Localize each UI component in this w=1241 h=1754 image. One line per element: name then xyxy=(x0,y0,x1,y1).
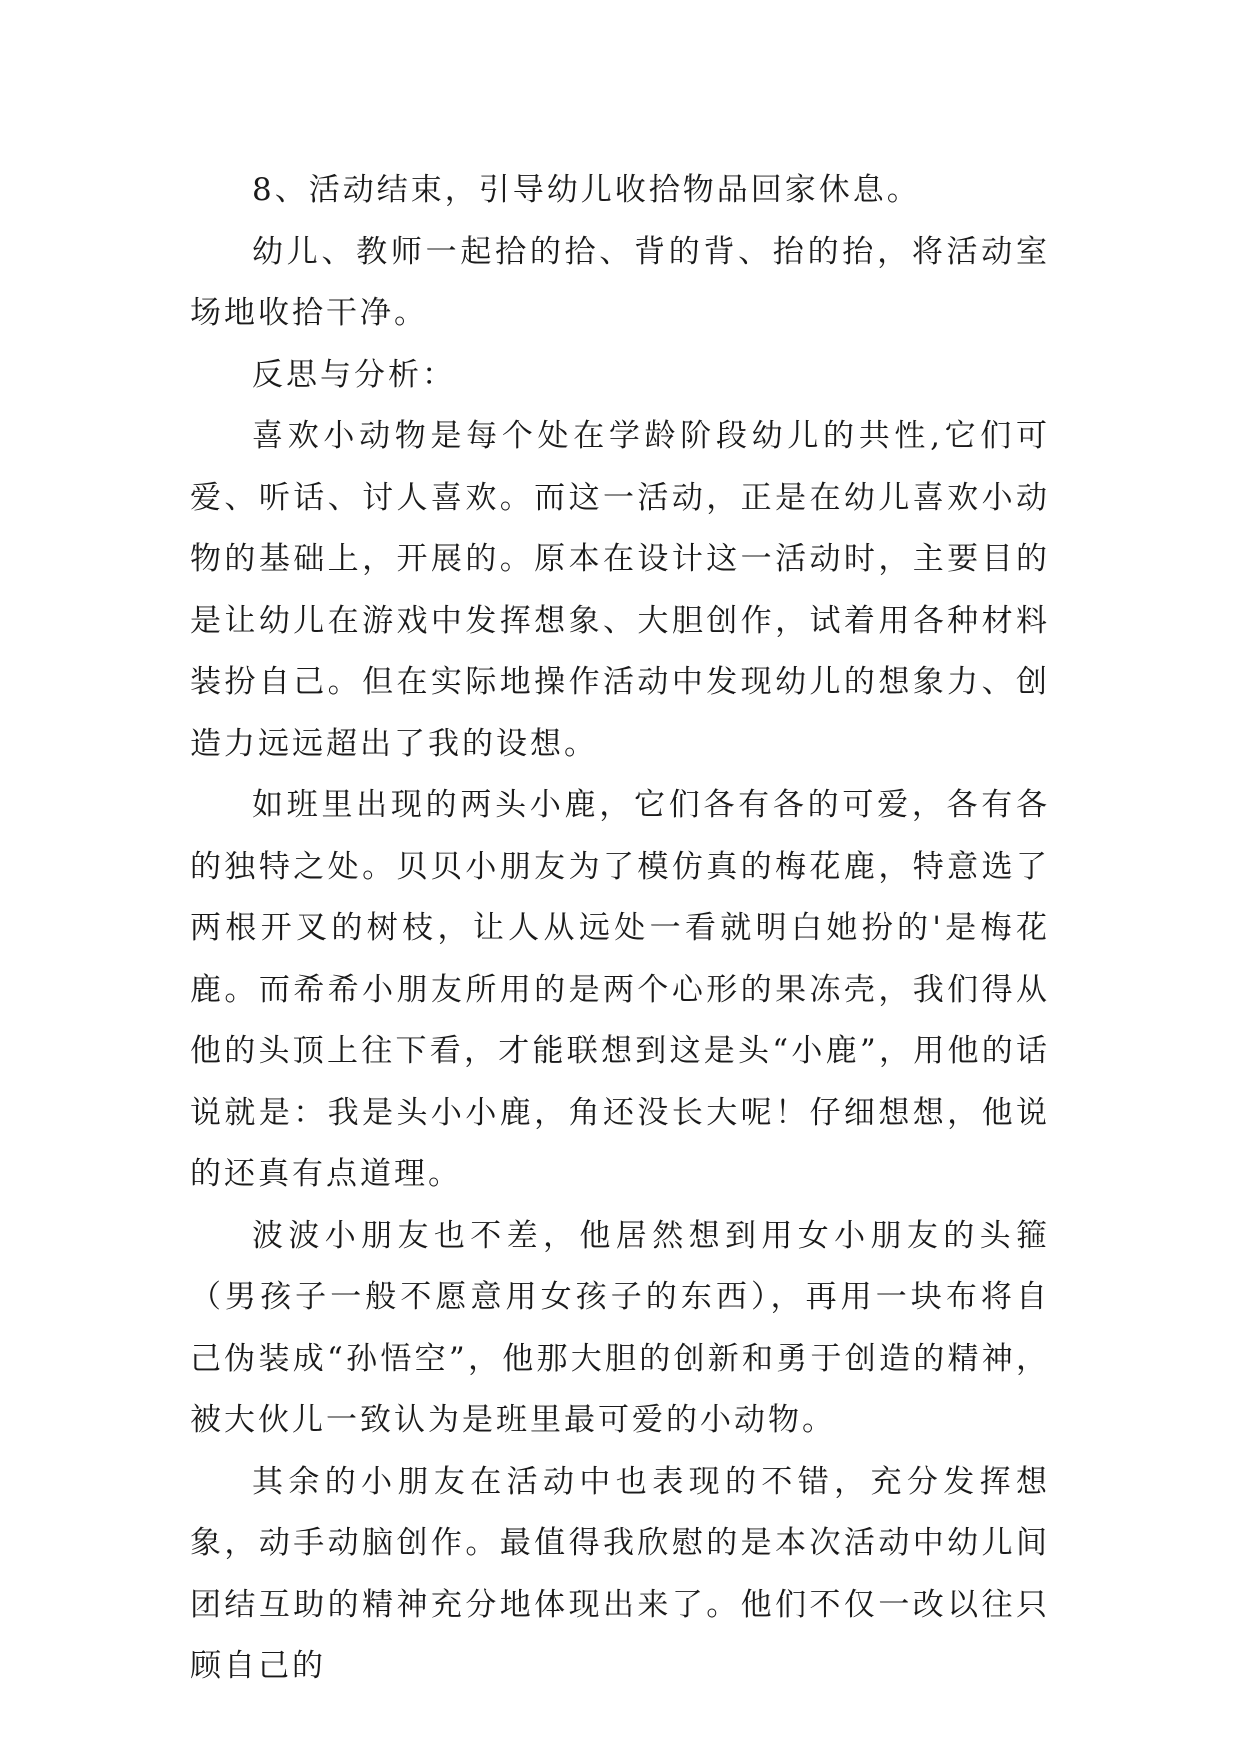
paragraph-activity-end: 8、活动结束，引导幼儿收拾物品回家休息。 xyxy=(252,172,921,208)
paragraph-deer-example: 如班里出现的两头小鹿，它们各有各的可爱，各有各的独特之处。贝贝小朋友为了模仿真的梅花鹿，特意选了两根开叉的树枝，让人从远处一看就明白她扮的'是梅花鹿。而希希小朋友所用的是两个心形的果冻壳，我们得从他的头顶上往下看，才能联想到这是头“小鹿”，用他的话说就是：我是头小小鹿，角还没长大呢！仔细想想，他说的还真有点道理。 xyxy=(190,787,1050,1192)
section-heading-reflection: 反思与分析： xyxy=(252,356,456,393)
paragraph-bobo-example: 波波小朋友也不差，他居然想到用女小朋友的头箍（男孩子一般不愿意用女孩子的东西），再用一块布将自己伪装成“孙悟空”，他那大胆的创新和勇于创造的精神，被大伙儿一致认为是班里最可爱的小动物。 xyxy=(190,1217,1050,1438)
paragraph-reflection-intro: 喜欢小动物是每个处在学龄阶段幼儿的共性,它们可爱、听话、讨人喜欢。而这一活动，正是在幼儿喜欢小动物的基础上，开展的。原本在设计这一活动时，主要目的是让幼儿在游戏中发挥想象、大胆创作，试着用各种材料装扮自己。但在实际地操作活动中发现幼儿的想象力、创造力远远超出了我的设想。 xyxy=(190,418,1050,762)
paragraph-cleanup: 幼儿、教师一起拾的拾、背的背、抬的抬，将活动室场地收拾干净。 xyxy=(190,233,1050,331)
paragraph-other-children: 其余的小朋友在活动中也表现的不错，充分发挥想象，动手动脑创作。最值得我欣慰的是本次活动中幼儿间团结互助的精神充分地体现出来了。他们不仅一改以往只顾自己的 xyxy=(190,1463,1050,1684)
document-body xyxy=(190,160,1050,1698)
